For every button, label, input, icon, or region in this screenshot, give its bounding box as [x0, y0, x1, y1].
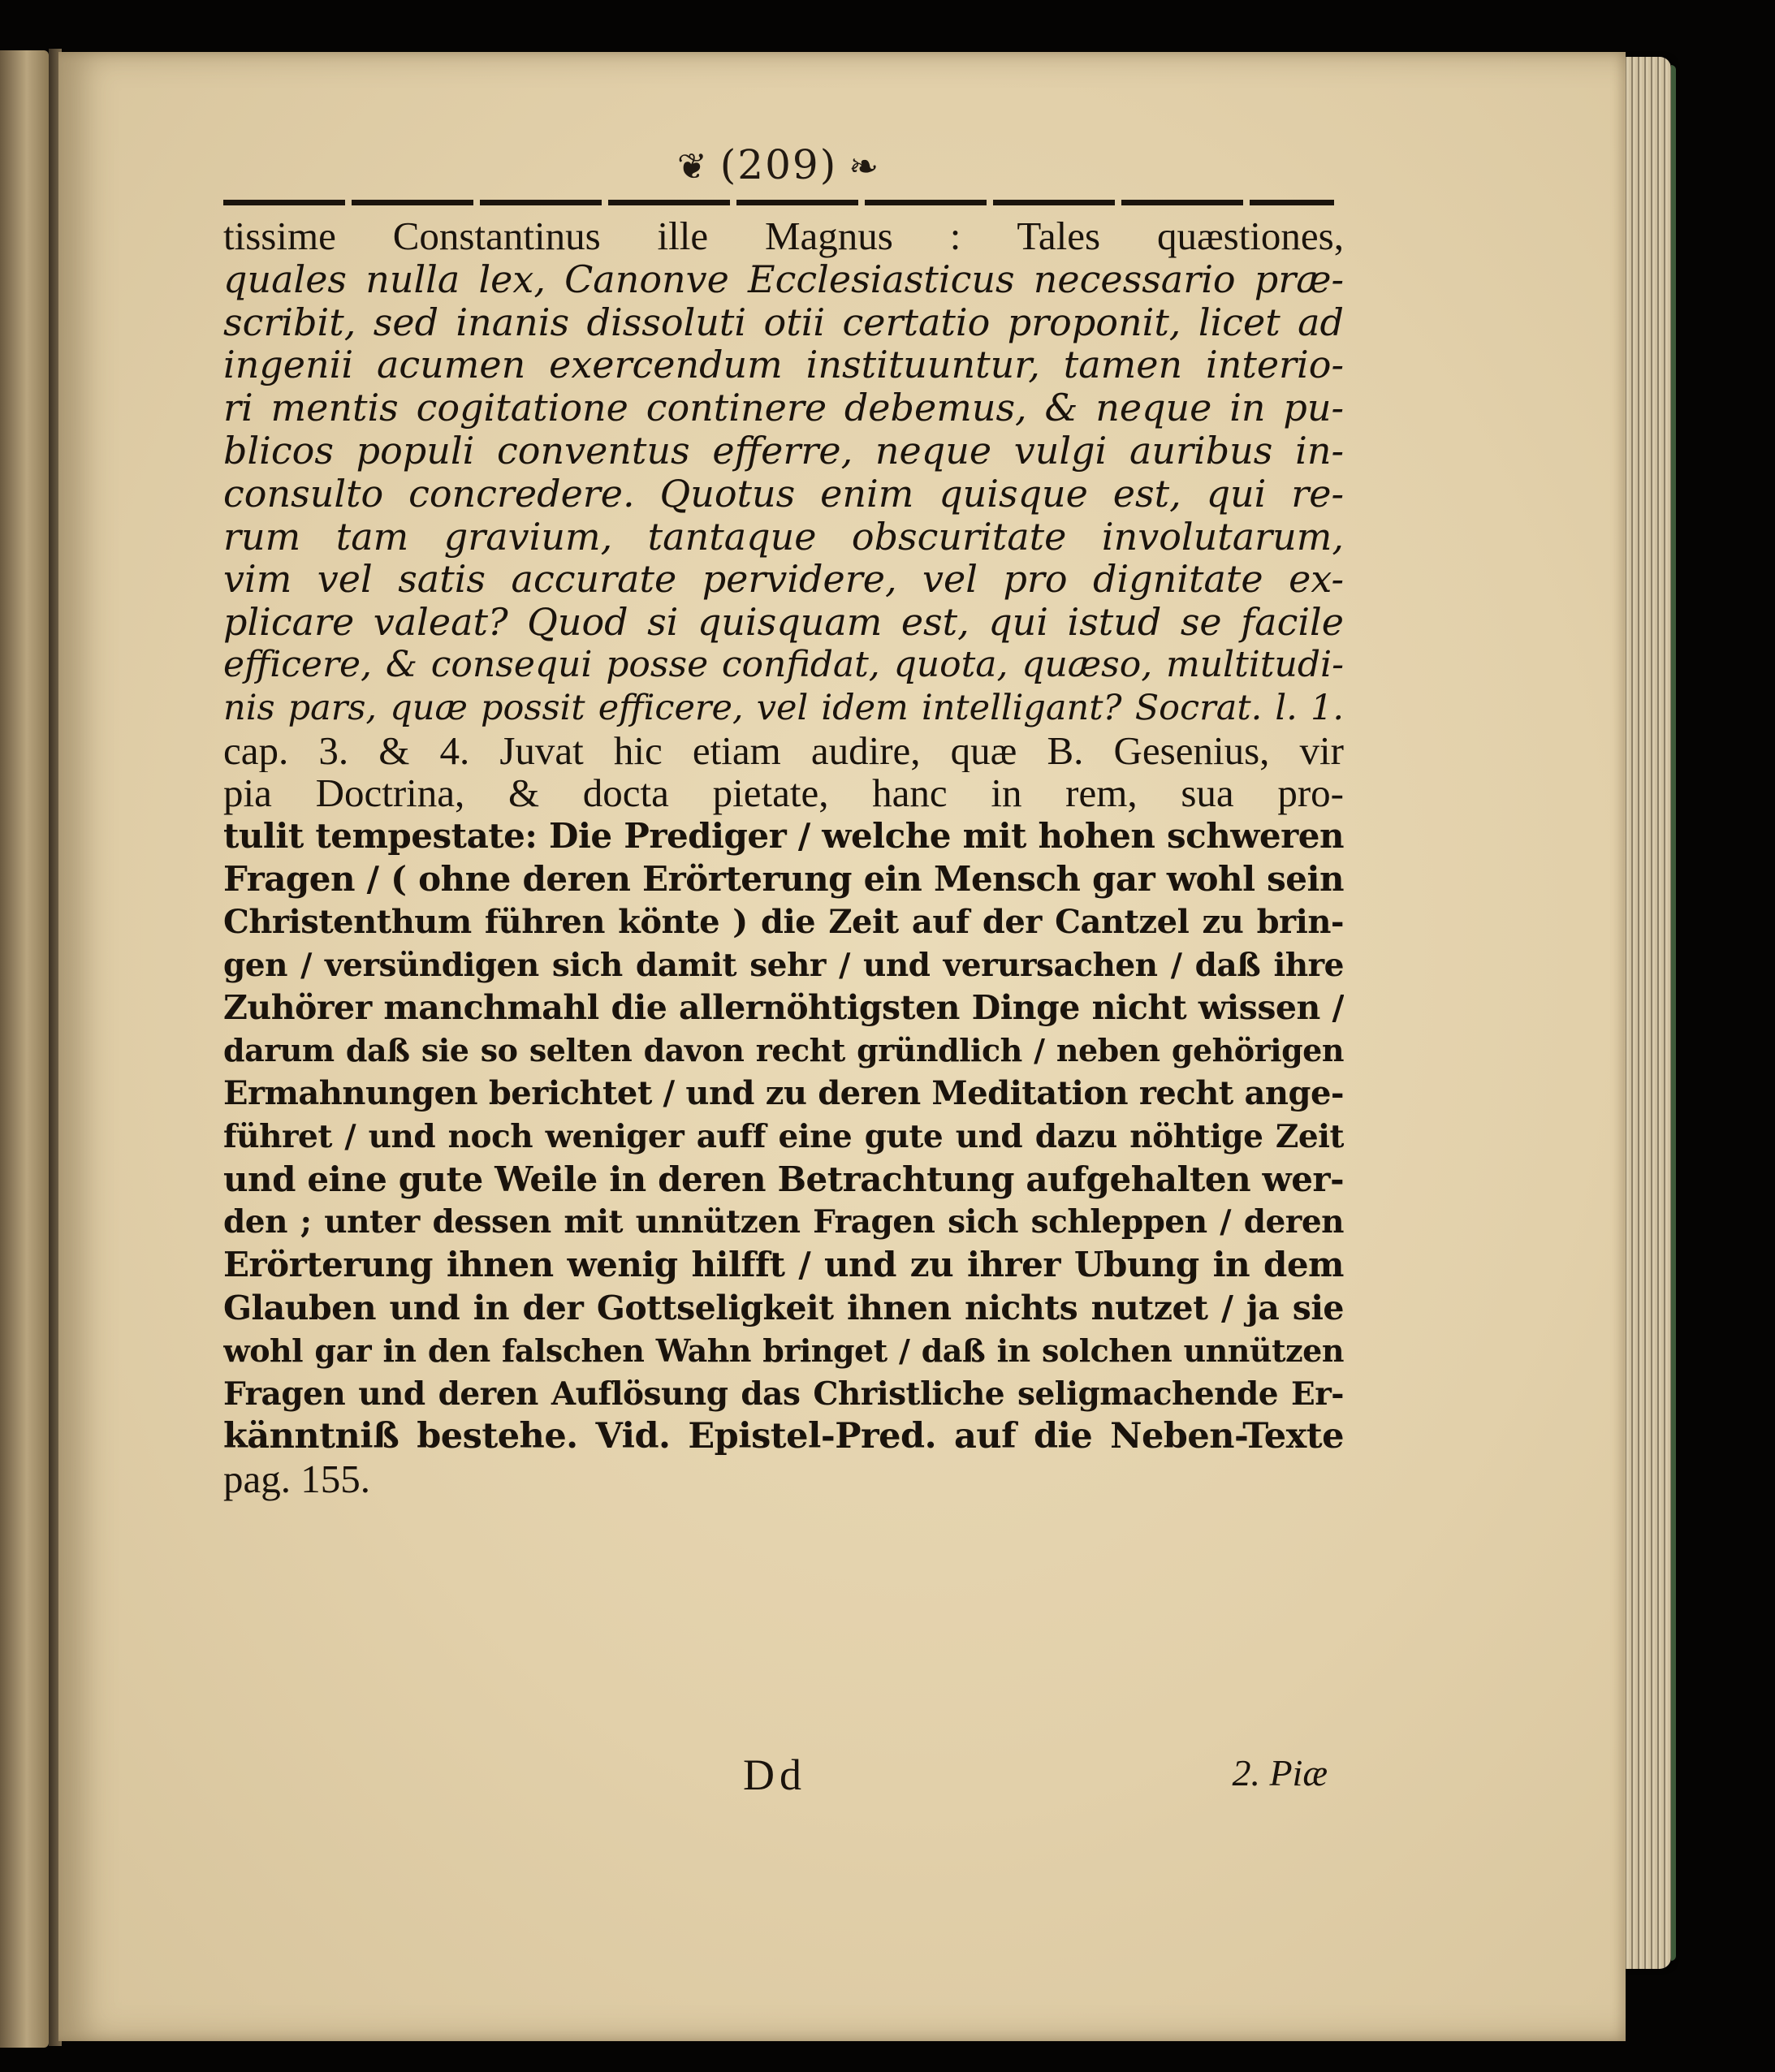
text-line: efficere, & consequi posse confidat, quota, quæso, multitudi-: [223, 643, 1344, 685]
text-line: Zuhörer manchmahl die allernöhtigsten Dinge nicht wissen /: [223, 988, 1344, 1028]
text-line: pia Doctrina, & docta pietate, hanc in rem, sua pro-: [223, 772, 1344, 816]
text-line: cap. 3. & 4. Juvat hic etiam audire, quæ B. Gesenius, vir: [223, 729, 1344, 773]
body-text: [223, 215, 1344, 1501]
text-line: rum tam gravium, tantaque obscuritate involutarum,: [223, 515, 1344, 559]
text-line: darum daß sie so selten davon recht gründlich / neben gehörigen: [223, 1032, 1344, 1069]
text-line: wohl gar in den falschen Wahn bringet / daß in solchen unnützen: [223, 1332, 1344, 1369]
facing-page-edge: [0, 50, 49, 2048]
text-line: tissime Constantinus ille Magnus : Tales quæstiones,: [223, 215, 1344, 258]
text-line: Fragen und deren Auflösung das Christliche seligmachende Er-: [223, 1375, 1344, 1413]
running-header: [223, 141, 1334, 214]
text-line: ri mentis cogitatione continere debemus, & neque in pu-: [223, 386, 1344, 430]
text-line: Fragen / ( ohne deren Erörterung ein Mensch gar wohl sein: [223, 858, 1344, 899]
ornament-right-icon: ❧: [849, 146, 881, 188]
page-number-block: [572, 141, 985, 188]
text-line: scribit, sed inanis dissoluti otii certatio proponit, licet ad: [223, 300, 1344, 344]
text-line: tulit tempestate: Die Prediger / welche mit hohen schweren: [223, 816, 1344, 857]
text-line: vim vel satis accurate pervidere, vel pro dignitate ex-: [223, 558, 1344, 602]
ornament-left-icon: ❦: [676, 146, 709, 188]
text-line: ingenii acumen exercendum instituuntur, tamen interio-: [223, 343, 1344, 387]
text-line: führet / und noch weniger auff eine gute und dazu nöhtige Zeit: [223, 1117, 1344, 1155]
text-line: den ; unter dessen mit unnützen Fragen sich schleppen / deren: [223, 1203, 1344, 1241]
header-rule: [223, 200, 1334, 205]
text-line: consulto concredere. Quotus enim quisque est, qui re-: [223, 472, 1344, 516]
text-line: blicos populi conventus efferre, neque vulgi auribus in-: [223, 429, 1344, 473]
text-line: Christenthum führen könte ) die Zeit auf der Cantzel zu brin-: [223, 902, 1344, 941]
text-line: gen / versündigen sich damit sehr / und verursachen / daß ihre: [223, 946, 1344, 984]
text-line: plicare valeat? Quod si quisquam est, qui istud se facile: [223, 601, 1344, 644]
text-line: quales nulla lex, Canonve Ecclesiasticus necessario præ-: [223, 257, 1344, 301]
signature-mark: Dd: [743, 1750, 806, 1799]
text-line: känntniß bestehe. Vid. Epistel-Pred. auf die Neben-Texte: [223, 1416, 1344, 1457]
page-footer: [223, 1750, 1344, 1807]
text-line: Ermahnungen berichtet / und zu deren Meditation recht ange-: [223, 1073, 1344, 1112]
catchword: 2. Piæ: [1232, 1752, 1328, 1794]
text-line: nis pars, quæ possit efficere, vel idem intelligant? Socrat. l. 1.: [223, 687, 1344, 728]
text-line: und eine gute Weile in deren Betrachtung aufgehalten wer-: [223, 1159, 1344, 1199]
page-number: (209): [719, 141, 838, 188]
text-line: Glauben und in der Gottseligkeit ihnen nichts nutzet / ja sie: [223, 1288, 1344, 1327]
text-line: pag. 155.: [223, 1458, 370, 1501]
text-line: Erörterung ihnen wenig hilfft / und zu ihrer Ubung in dem: [223, 1245, 1344, 1285]
